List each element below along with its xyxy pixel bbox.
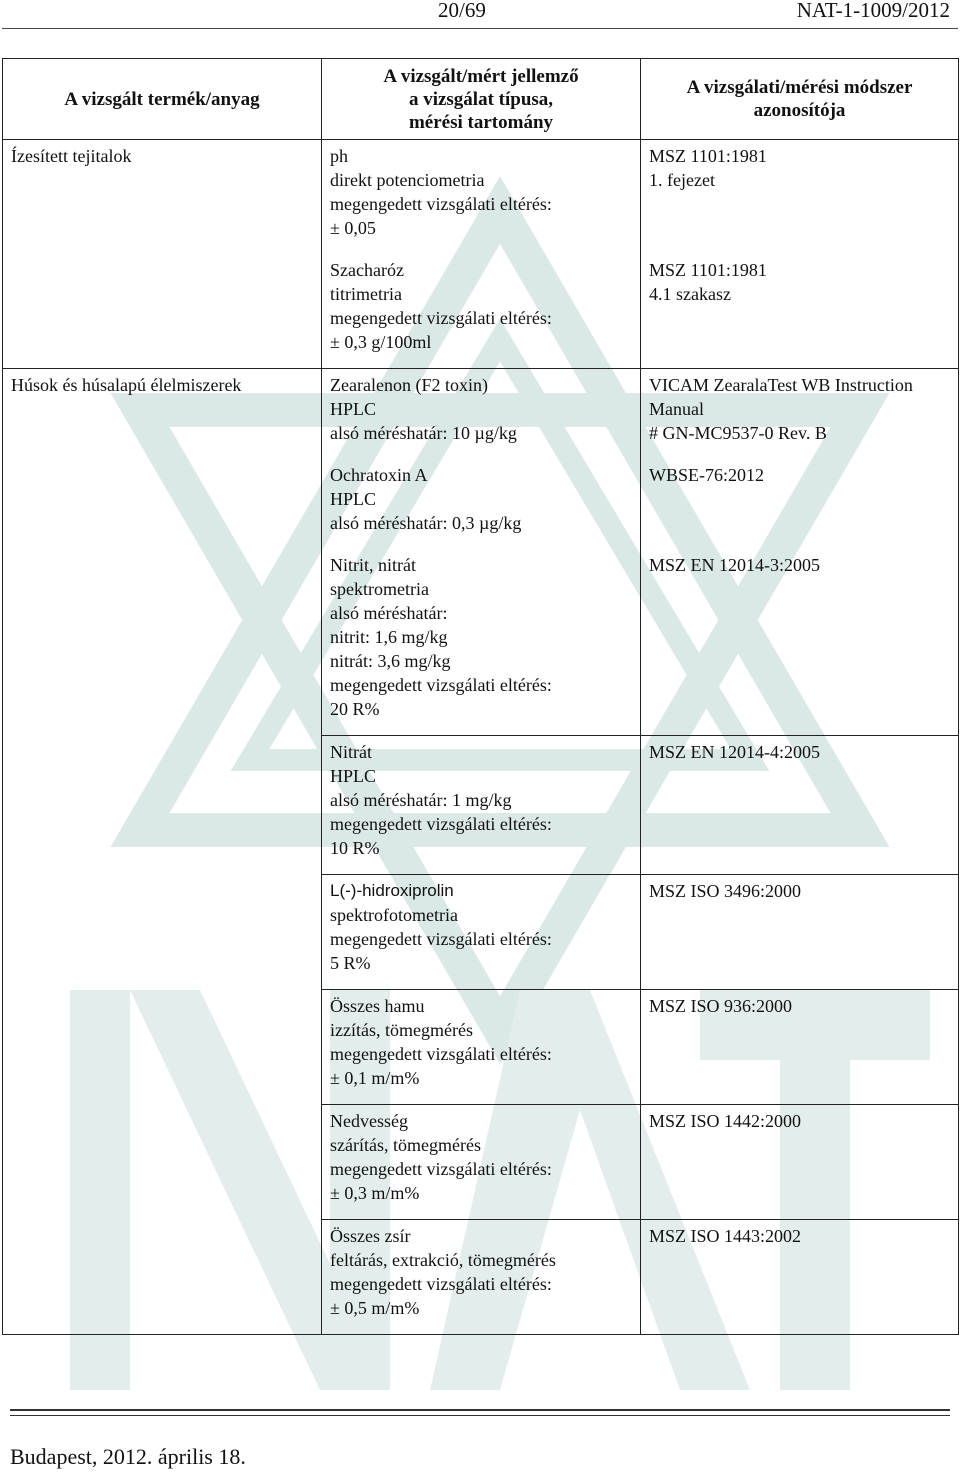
characteristic-cell: Nitrit, nitrát spektrometria alsó méréshatár: nitrit: 1,6 mg/kg nitrát: 3,6 mg/kg megengedett vizsgálati eltérés: 20 R% — [322, 549, 641, 736]
header-rule — [2, 28, 958, 29]
method-cell: VICAM ZearalaTest WB Instruction Manual # GN-MC9537-0 Rev. B — [641, 369, 959, 460]
method-cell: MSZ ISO 1442:2000 — [641, 1105, 959, 1220]
method-cell: MSZ ISO 1443:2002 — [641, 1220, 959, 1335]
table-row — [3, 140, 959, 255]
characteristic-cell: Nitrát HPLC alsó méréshatár: 1 mg/kg megengedett vizsgálati eltérés: 10 R% — [322, 736, 641, 875]
characteristic-cell: Összes hamu izzítás, tömegmérés megengedett vizsgálati eltérés: ± 0,1 m/m% — [322, 990, 641, 1105]
footer-place-date: Budapest, 2012. április 18. — [10, 1444, 246, 1469]
column-header-method: A vizsgálati/mérési módszer azonosítója — [641, 59, 959, 140]
footer-rule — [10, 1409, 950, 1411]
method-cell: MSZ ISO 936:2000 — [641, 990, 959, 1105]
table-header-row — [3, 59, 959, 140]
accreditation-table — [2, 58, 959, 1335]
characteristic-cell: Szacharóz titrimetria megengedett vizsgálati eltérés: ± 0,3 g/100ml — [322, 254, 641, 369]
characteristic-cell: ph direkt potenciometria megengedett vizsgálati eltérés: ± 0,05 — [322, 140, 641, 255]
characteristic-cell: Összes zsír feltárás, extrakció, tömegmérés megengedett vizsgálati eltérés: ± 0,5 m/m% — [322, 1220, 641, 1335]
document-id: NAT-1-1009/2012 — [796, 0, 950, 22]
product-cell: Húsok és húsalapú élelmiszerek — [3, 369, 322, 1335]
method-cell: MSZ EN 12014-3:2005 — [641, 549, 959, 736]
column-header-product: A vizsgált termék/anyag — [3, 59, 322, 140]
characteristic-cell: Ochratoxin A HPLC alsó méréshatár: 0,3 µg/kg — [322, 459, 641, 549]
characteristic-cell: Nedvesség szárítás, tömegmérés megengedett vizsgálati eltérés: ± 0,3 m/m% — [322, 1105, 641, 1220]
method-cell: MSZ EN 12014-4:2005 — [641, 736, 959, 875]
footer-rule-thin — [10, 1415, 950, 1416]
characteristic-cell: L(-)-hidroxiprolin spektrofotometria megengedett vizsgálati eltérés: 5 R% — [322, 875, 641, 990]
table-row — [3, 369, 959, 460]
page-header — [0, 0, 960, 28]
page-number: 20/69 — [438, 0, 486, 22]
method-cell: MSZ 1101:1981 1. fejezet — [641, 140, 959, 255]
characteristic-cell: Zearalenon (F2 toxin) HPLC alsó méréshatár: 10 µg/kg — [322, 369, 641, 460]
product-cell: Ízesített tejitalok — [3, 140, 322, 369]
column-header-characteristic: A vizsgált/mért jellemző a vizsgálat típusa, mérési tartomány — [322, 59, 641, 140]
method-cell: MSZ 1101:1981 4.1 szakasz — [641, 254, 959, 369]
method-cell: MSZ ISO 3496:2000 — [641, 875, 959, 990]
method-cell: WBSE-76:2012 — [641, 459, 959, 549]
